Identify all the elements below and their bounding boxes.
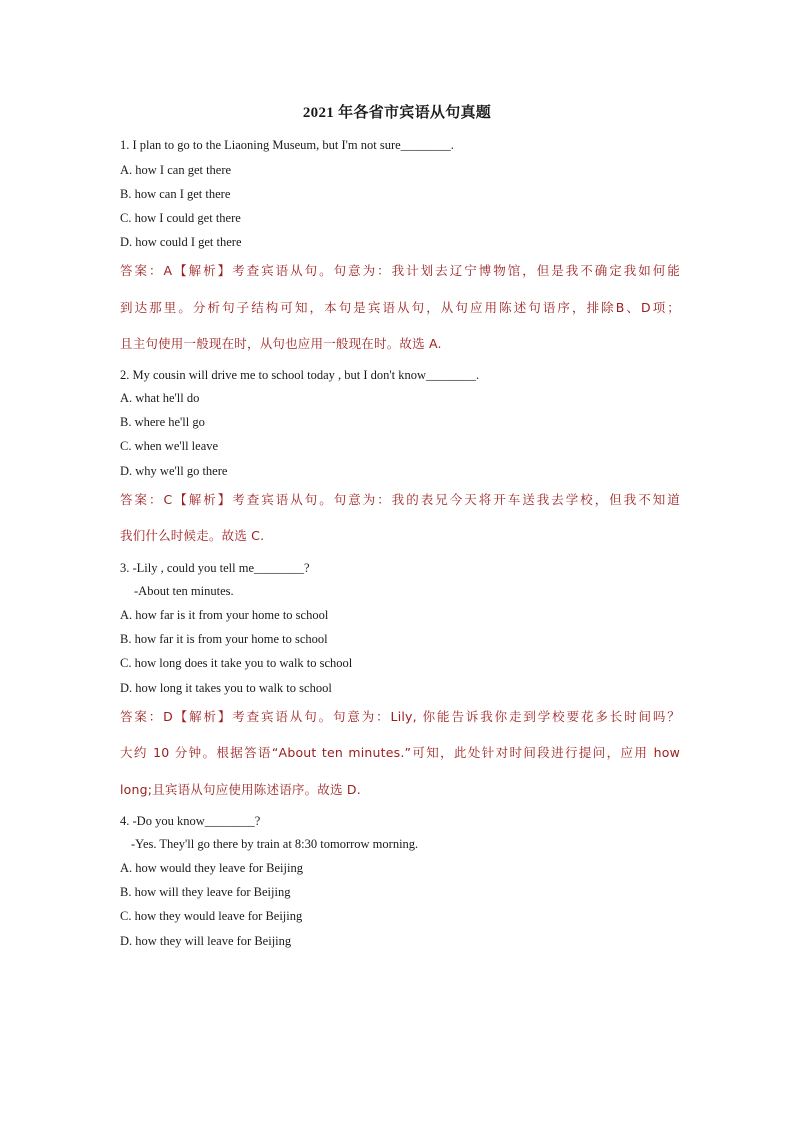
question-1-answer-line-2: 到达那里。分析句子结构可知，本句是宾语从句，从句应用陈述句语序，排除B、D项；: [120, 300, 680, 315]
question-2-option-d: D. why we'll go there: [120, 464, 228, 478]
question-4-option-c: C. how they would leave for Beijing: [120, 909, 303, 923]
question-3-reply: -About ten minutes.: [134, 584, 234, 598]
question-4-option-b: B. how will they leave for Beijing: [120, 885, 291, 899]
question-3-option-b: B. how far it is from your home to school: [120, 632, 328, 646]
question-1-answer-line-1: 答案：A【解析】考查宾语从句。句意为：我计划去辽宁博物馆，但是我不确定我如何能: [120, 263, 680, 278]
question-3-stem: 3. -Lily , could you tell me________?: [120, 561, 310, 575]
question-1-stem: 1. I plan to go to the Liaoning Museum, but I'm not sure________.: [120, 138, 454, 152]
question-3-option-a: A. how far is it from your home to school: [120, 608, 329, 622]
question-4-option-a: A. how would they leave for Beijing: [120, 861, 303, 875]
question-2-option-b: B. where he'll go: [120, 415, 205, 429]
question-2-option-c: C. when we'll leave: [120, 439, 219, 453]
question-2-answer-line-1: 答案：C【解析】考查宾语从句。句意为：我的表兄今天将开车送我去学校，但我不知道: [120, 492, 680, 507]
question-3-option-c: C. how long does it take you to walk to school: [120, 656, 353, 670]
question-3-answer-line-3: long;且宾语从句应使用陈述语序。故选 D.: [120, 782, 361, 797]
question-1-option-b: B. how can I get there: [120, 187, 231, 201]
page-title: 2021 年各省市宾语从句真题: [302, 105, 492, 121]
question-1-answer-line-3: 且主句使用一般现在时，从句也应用一般现在时。故选 A.: [120, 336, 442, 351]
question-1-option-a: A. how I can get there: [120, 163, 232, 177]
question-3-answer-line-1: 答案：D【解析】考查宾语从句。句意为：Lily, 你能告诉我你走到学校要花多长时间吗？: [120, 709, 680, 724]
question-4-stem: 4. -Do you know________?: [120, 814, 261, 828]
question-2-answer-line-2: 我们什么时候走。故选 C.: [120, 528, 265, 543]
question-3-answer-line-2: 大约 10 分钟。根据答语“About ten minutes.”可知，此处针对时间段进行提问，应用 how: [120, 745, 680, 760]
question-4-option-d: D. how they will leave for Beijing: [120, 934, 292, 948]
question-2-option-a: A. what he'll do: [120, 391, 200, 405]
question-4-reply: -Yes. They'll go there by train at 8:30 tomorrow morning.: [131, 837, 419, 851]
question-1-option-c: C. how I could get there: [120, 211, 241, 225]
question-3-option-d: D. how long it takes you to walk to school: [120, 681, 332, 695]
question-1-option-d: D. how could I get there: [120, 235, 242, 249]
question-2-stem: 2. My cousin will drive me to school today , but I don't know________.: [120, 368, 480, 382]
